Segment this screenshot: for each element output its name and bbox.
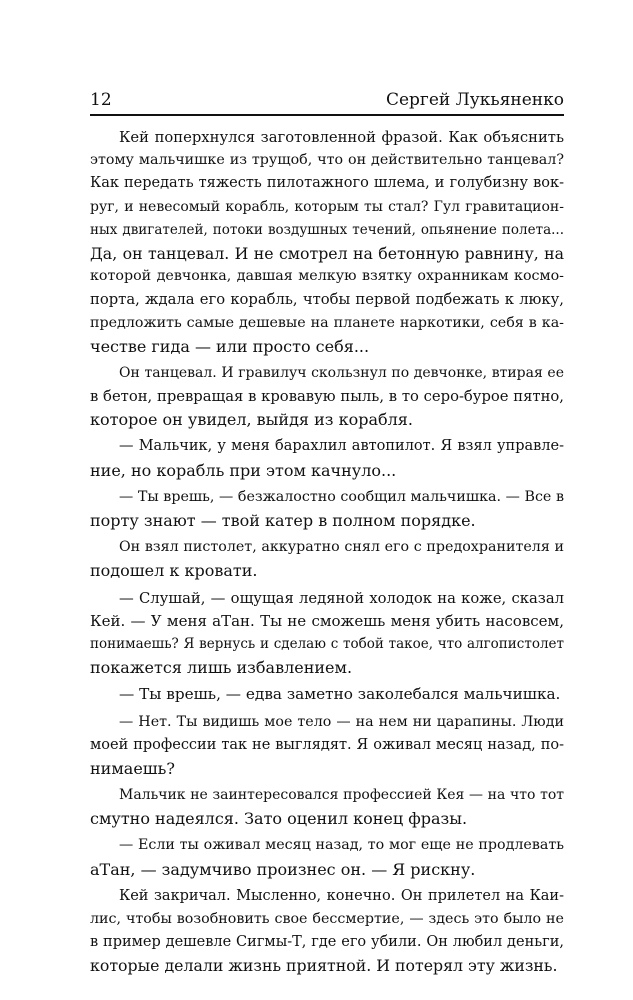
text-line: ных двигателей, потоки воздушных течений, опьянение полета... bbox=[90, 221, 564, 238]
text-line: понимаешь? Я вернусь и сделаю с тобой такое, что алгопистолет bbox=[90, 635, 564, 652]
text-line: ние, но корабль при этом качнуло... bbox=[90, 460, 397, 480]
text-line: которые делали жизнь приятной. И потерял эту жизнь. bbox=[90, 956, 558, 976]
header-rule bbox=[90, 114, 564, 116]
paragraph bbox=[90, 885, 564, 978]
paragraph bbox=[90, 126, 564, 358]
paragraph bbox=[90, 587, 564, 680]
paragraph bbox=[90, 784, 564, 830]
paragraph bbox=[90, 683, 564, 706]
page-header bbox=[90, 89, 564, 113]
text-line: смутно надеялся. Зато оценил конец фразы. bbox=[90, 809, 468, 829]
text-line: честве гида — или просто себя... bbox=[90, 336, 370, 356]
body-text bbox=[90, 126, 564, 978]
text-line: Да, он танцевал. И не смотрел на бетонную равнину, на bbox=[90, 243, 564, 263]
text-line: подошел к кровати. bbox=[90, 561, 258, 581]
text-line: Мальчик не заинтересовался профессией Кея — на что тот bbox=[119, 787, 564, 804]
text-line: этому мальчишке из трущоб, что он действительно танцевал? bbox=[90, 152, 564, 169]
text-line: Он танцевал. И гравилуч скользнул по девчонке, втирая ее bbox=[119, 364, 564, 381]
text-line: покажется лишь избавлением. bbox=[90, 658, 353, 678]
text-line: — Мальчик, у меня барахлил автопилот. Я взял управле- bbox=[119, 438, 564, 455]
text-line: которой девчонка, давшая мелкую взятку охранникам космо- bbox=[90, 268, 564, 285]
text-line: предложить самые дешевые на планете наркотики, себя в ка- bbox=[90, 314, 564, 331]
paragraph bbox=[90, 435, 564, 481]
text-line: — Слушай, — ощущая ледяной холодок на коже, сказал bbox=[119, 589, 564, 607]
text-line: Кей поперхнулся заготовленной фразой. Как объяснить bbox=[119, 129, 564, 146]
page-number: 12 bbox=[90, 90, 112, 110]
text-line: Кей закричал. Мысленно, конечно. Он прилетел на Каи- bbox=[119, 887, 564, 904]
text-line: аТан, — задумчиво произнес он. — Я рискну. bbox=[90, 859, 476, 879]
text-line: — Ты врешь, — безжалостно сообщил мальчишка. — Все в bbox=[119, 488, 564, 505]
text-line: нимаешь? bbox=[90, 758, 175, 778]
text-line: порта, ждала его корабль, чтобы первой подбежать к люку, bbox=[90, 291, 564, 309]
text-line: порту знают — твой катер в полном порядке. bbox=[90, 511, 476, 530]
text-line: которое он увидел, выйдя из корабля. bbox=[90, 410, 413, 430]
text-line: — Если ты оживал месяц назад, то мог еще не продлевать bbox=[119, 837, 564, 854]
text-line: руг, и невесомый корабль, которым ты стал? Гул гравитацион- bbox=[90, 198, 564, 215]
paragraph bbox=[90, 536, 564, 582]
text-line: Кей. — У меня аТан. Ты не сможешь меня убить насовсем, bbox=[90, 611, 564, 630]
paragraph bbox=[90, 711, 564, 781]
text-line: Он взял пистолет, аккуратно снял его с предохранителя и bbox=[119, 539, 564, 556]
paragraph bbox=[90, 362, 564, 432]
paragraph bbox=[90, 486, 564, 532]
text-line: в бетон, превращая в кровавую пыль, в то серо-бурое пятно, bbox=[90, 388, 564, 406]
text-line: — Нет. Ты видишь мое тело — на нем ни царапины. Люди bbox=[119, 713, 564, 730]
text-line: лис, чтобы возобновить свое бессмертие, — здесь это было не bbox=[90, 911, 564, 927]
text-line: Как передать тяжесть пилотажного шлема, и голубизну вок- bbox=[90, 175, 564, 192]
text-line: в пример дешевле Сигмы-Т, где его убили. Он любил деньги, bbox=[90, 934, 564, 951]
text-line: моей профессии так не выглядят. Я оживал месяц назад, по- bbox=[90, 736, 564, 753]
running-title: Сергей Лукьяненко bbox=[385, 90, 564, 110]
paragraph bbox=[90, 834, 564, 880]
text-line: — Ты врешь, — едва заметно заколебался мальчишка. bbox=[119, 685, 561, 704]
